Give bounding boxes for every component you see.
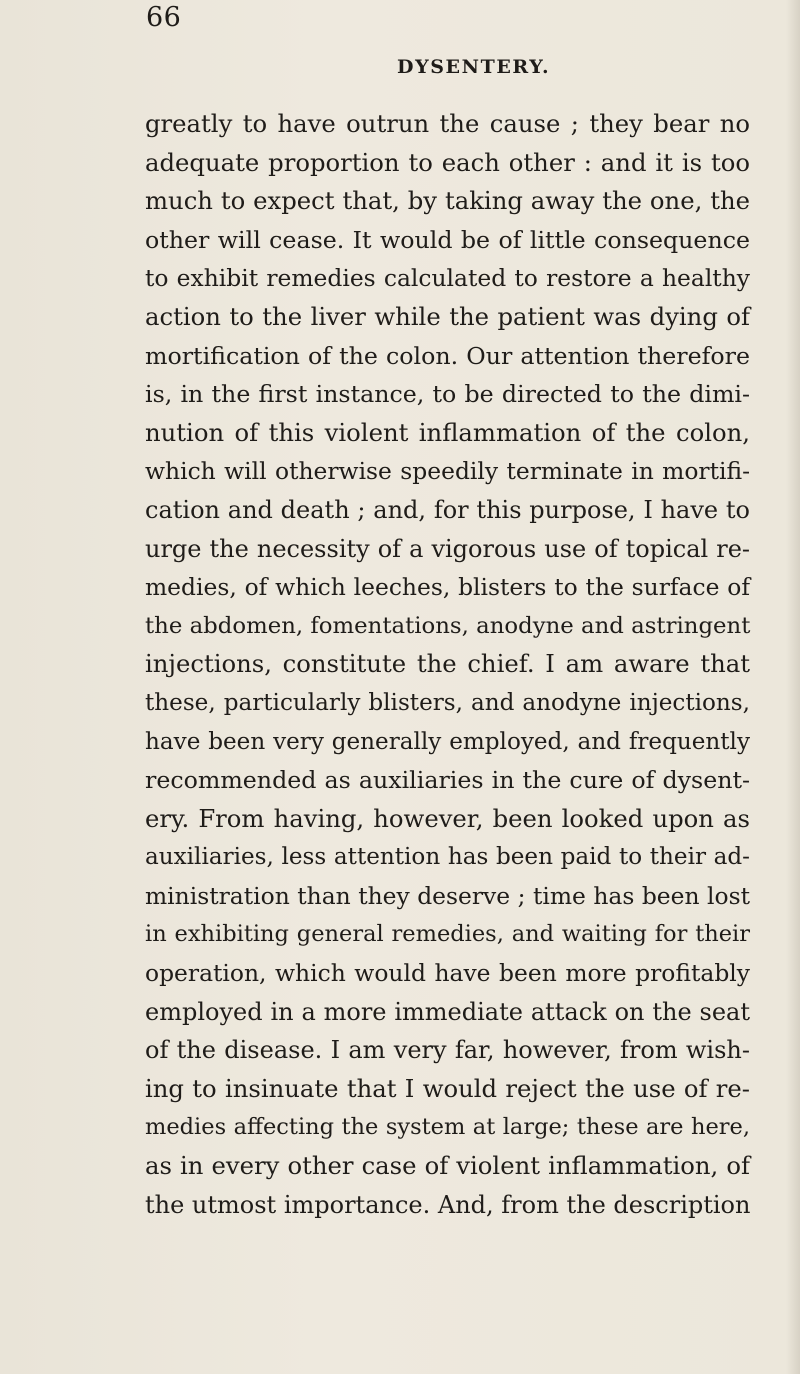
text-line: other will cease. It would be of little consequence (145, 225, 750, 254)
text-line: greatly to have outrun the cause ; they bear no (145, 109, 750, 138)
page-number: 66 (146, 2, 182, 33)
text-line: have been very generally employed, and frequently (145, 728, 750, 755)
text-line: medies, of which leeches, blisters to the surface of (145, 573, 750, 602)
body-text (145, 105, 750, 1224)
text-line: employed in a more immediate attack on the seat (145, 997, 750, 1026)
text-line: injections, constitute the chief. I am aware that (145, 649, 750, 679)
text-line: ing to insinuate that I would reject the use of re- (145, 1073, 750, 1103)
text-line: action to the liver while the patient was dying of (145, 301, 750, 331)
text-line: operation, which would have been more profitably (145, 959, 750, 988)
text-line: auxiliaries, less attention has been paid to their ad- (145, 844, 750, 871)
text-line: ery. From having, however, been looked upon as (145, 803, 750, 833)
text-line: recommended as auxiliaries in the cure of dysent- (145, 766, 750, 795)
text-line: the abdomen, fomentations, anodyne and astringent (145, 612, 751, 639)
text-line: much to expect that, by taking away the one, the (145, 186, 750, 216)
text-line: medies affecting the system at large; these are here, (145, 1114, 750, 1141)
text-line: nution of this violent inflammation of the colon, (145, 417, 750, 447)
text-line: of the disease. I am very far, however, from wish- (145, 1036, 750, 1065)
text-line: which will otherwise speedily terminate in mortifi- (145, 457, 750, 486)
text-line: the utmost importance. And, from the description (145, 1190, 751, 1219)
text-line: is, in the first instance, to be directed to the dimi- (145, 380, 750, 409)
text-line: ministration than they deserve ; time has been lost (145, 881, 750, 910)
text-line: these, particularly blisters, and anodyne injections, (145, 689, 750, 716)
text-line: as in every other case of violent inflammation, of (145, 1151, 750, 1181)
text-line: adequate proportion to each other : and it is too (145, 147, 750, 177)
running-head: DYSENTERY. (397, 56, 551, 78)
text-line: mortification of the colon. Our attention therefore (145, 341, 750, 370)
text-line: cation and death ; and, for this purpose, I have to (145, 495, 750, 524)
text-line: to exhibit remedies calculated to restore a healthy (145, 264, 750, 293)
text-line: urge the necessity of a vigorous use of topical re- (145, 534, 750, 563)
text-line: in exhibiting general remedies, and waiting for their (145, 921, 750, 948)
page-edge-shadow (786, 0, 800, 1374)
